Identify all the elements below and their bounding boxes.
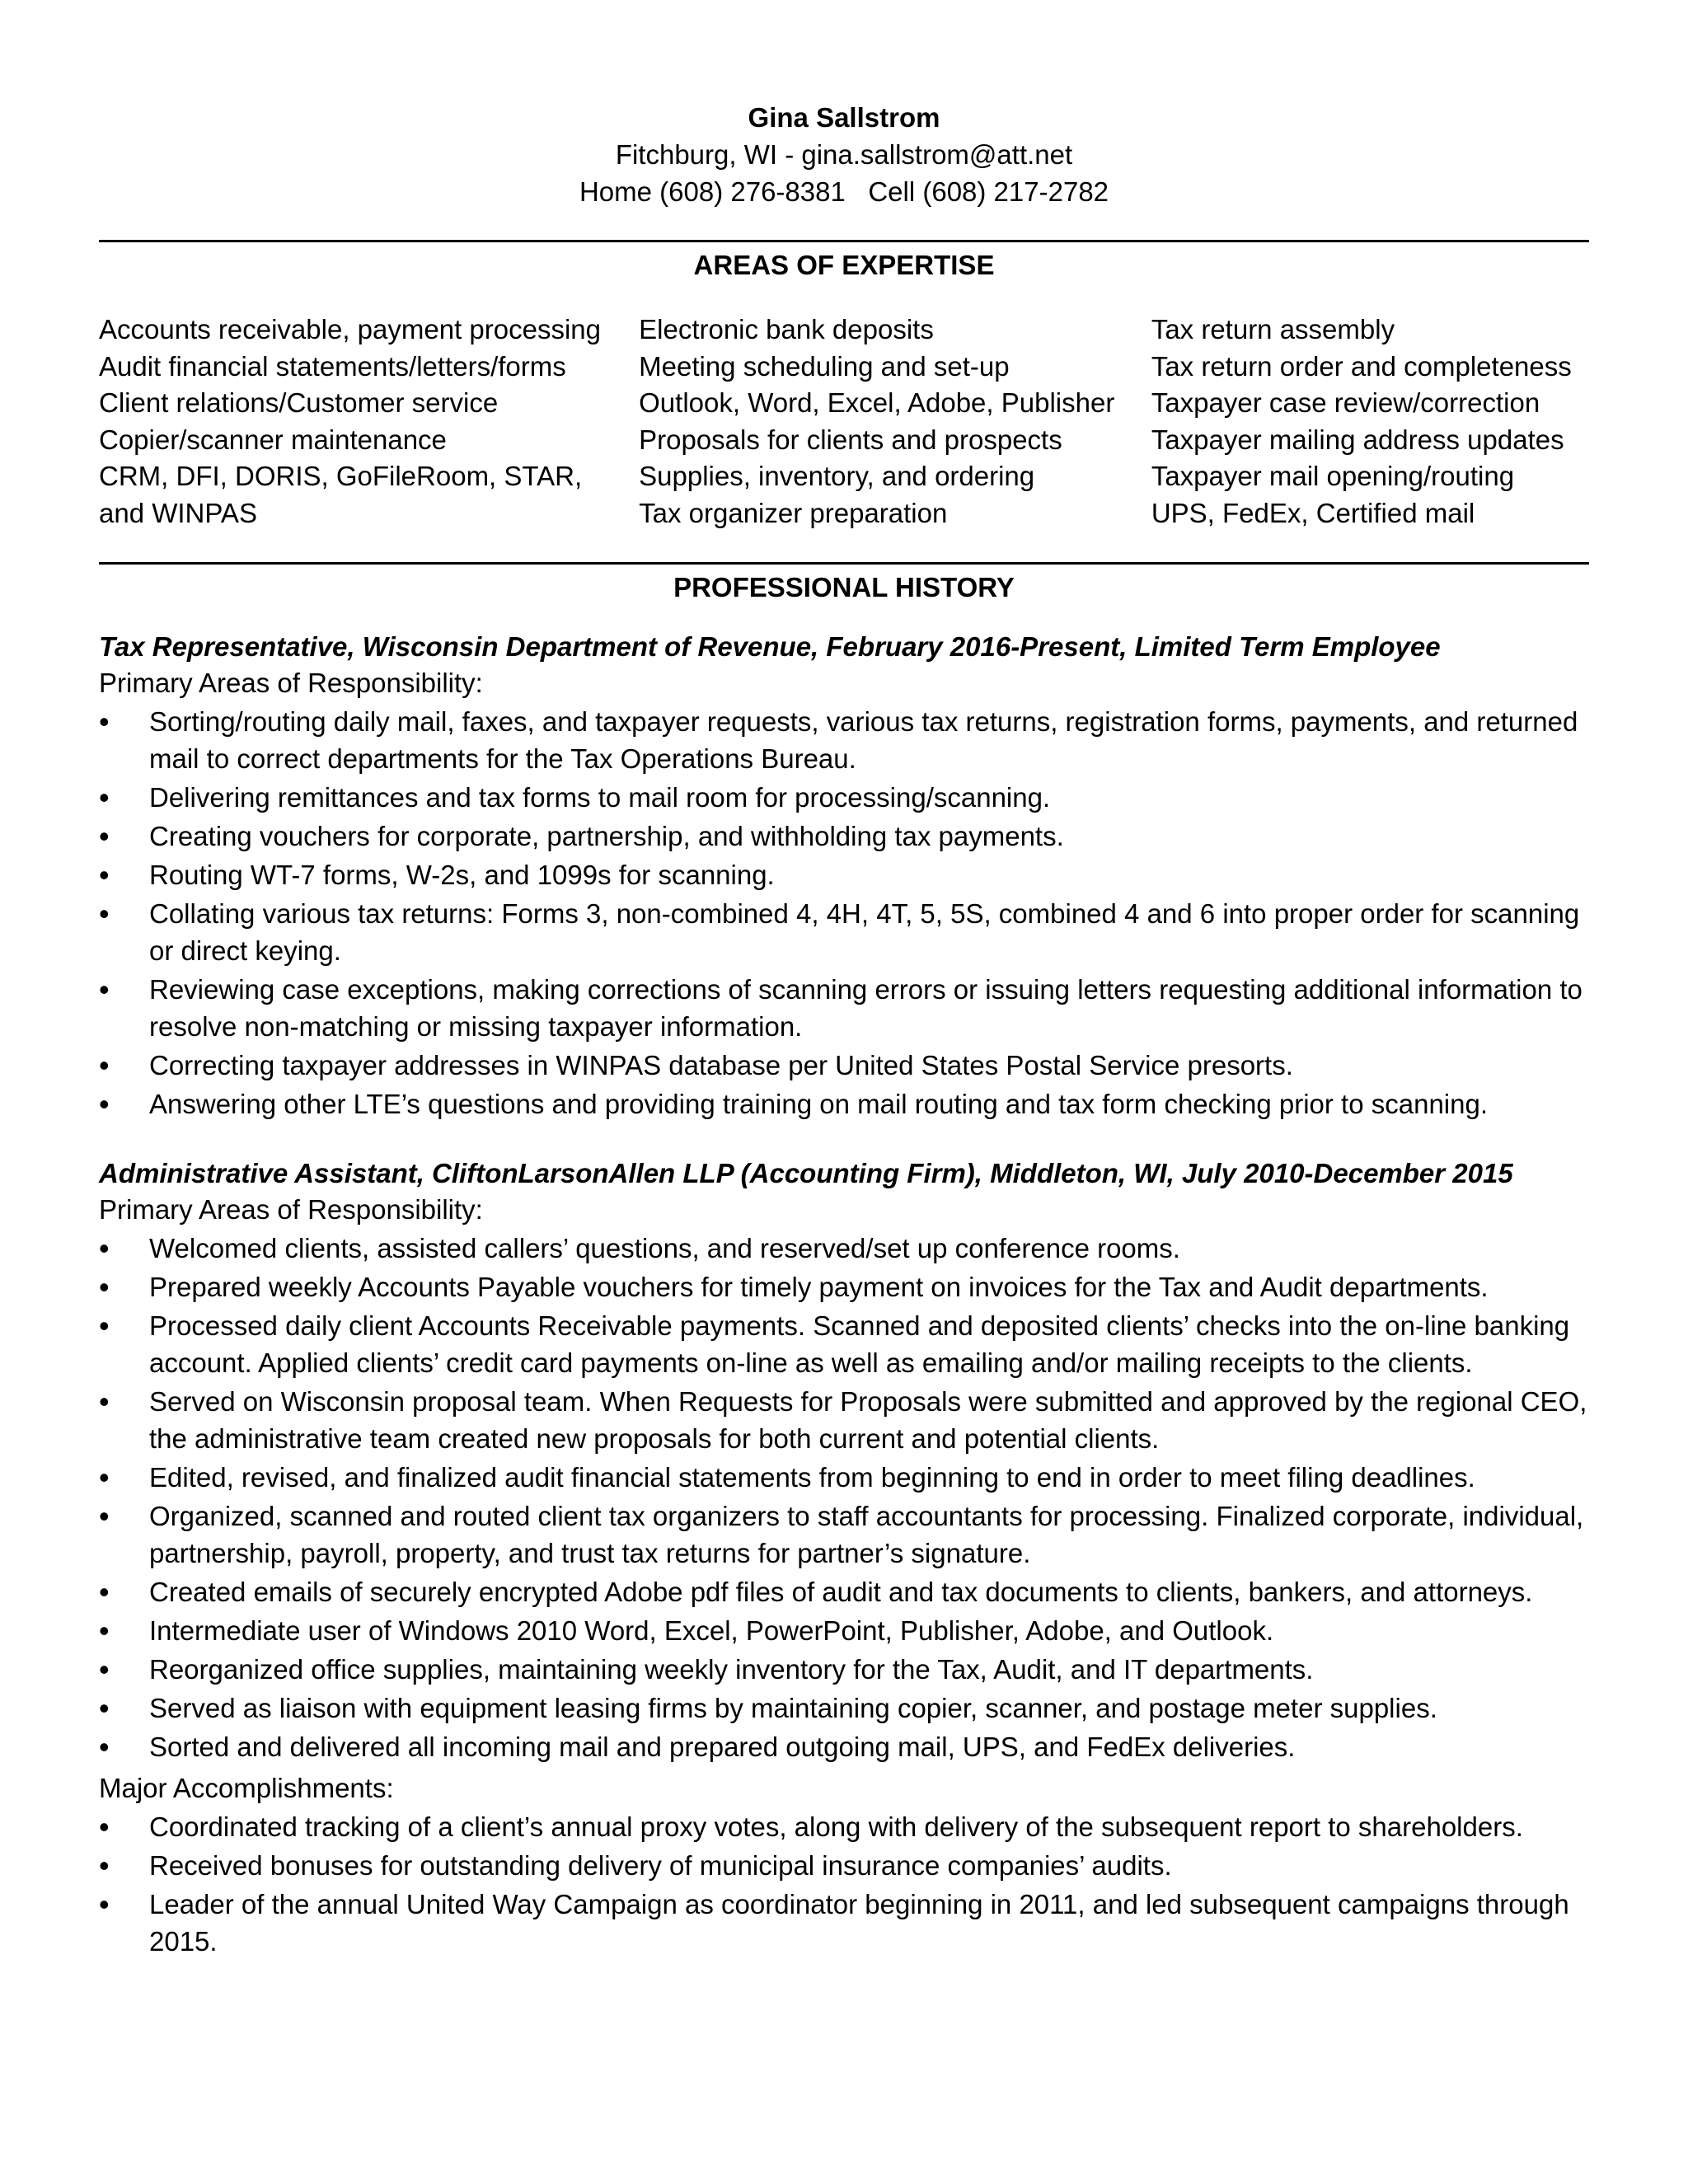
list-item: • Collating various tax returns: Forms 3, non-combined 4, 4H, 4T, 5, 5S, combined 4 and 6 into proper order for scanning or direct keying. — [99, 895, 1589, 969]
list-item: • Delivering remittances and tax forms to mail room for processing/scanning. — [99, 779, 1589, 816]
responsibilities-list — [99, 1230, 1589, 1765]
expertise-item: Accounts receivable, payment processing — [99, 314, 601, 344]
list-item: • Coordinated tracking of a client’s annual proxy votes, along with delivery of the subsequent report to shareholders. — [99, 1808, 1589, 1845]
phone-numbers: Home (608) 276-8381 Cell (608) 217-2782 — [579, 176, 1109, 207]
expertise-item: Meeting scheduling and set-up — [639, 350, 1010, 382]
list-item: • Edited, revised, and finalized audit financial statements from beginning to end in order to meet filing deadlines. — [99, 1459, 1589, 1496]
expertise-item: Outlook, Word, Excel, Adobe, Publisher — [639, 387, 1115, 419]
expertise-column-2 — [639, 312, 1151, 532]
list-item: • Welcomed clients, assisted callers’ questions, and reserved/set up conference rooms. — [99, 1230, 1589, 1267]
list-item: • Correcting taxpayer addresses in WINPAS database per United States Postal Service presorts. — [99, 1047, 1589, 1084]
list-item: • Intermediate user of Windows 2010 Word, Excel, PowerPoint, Publisher, Adobe, and Outlook. — [99, 1612, 1589, 1649]
expertise-item: Client relations/Customer service — [99, 387, 499, 419]
list-item: • Served as liaison with equipment leasing firms by maintaining copier, scanner, and postage meter supplies. — [99, 1690, 1589, 1727]
expertise-item: Tax return order and completeness — [1151, 350, 1572, 382]
list-item: • Creating vouchers for corporate, partnership, and withholding tax payments. — [99, 818, 1589, 855]
responsibilities-list — [99, 703, 1589, 1122]
job-title: Administrative Assistant, CliftonLarsonAllen LLP (Accounting Firm), Middleton, WI, July 2010-December 2015 — [99, 1157, 1513, 1188]
section-title-history: PROFESSIONAL HISTORY — [673, 571, 1015, 602]
expertise-column-3 — [1151, 312, 1589, 532]
expertise-item: Taxpayer mail opening/routing — [1151, 461, 1515, 492]
accomplishments-label: Major Accomplishments: — [99, 1772, 394, 1803]
responsibilities-label: Primary Areas of Responsibility: — [99, 1193, 483, 1225]
resume-page — [99, 99, 1589, 1960]
list-item: • Sorted and delivered all incoming mail and prepared outgoing mail, UPS, and FedEx deliveries. — [99, 1728, 1589, 1765]
list-item: • Created emails of securely encrypted Adobe pdf files of audit and tax documents to clients, bankers, and attorneys. — [99, 1573, 1589, 1610]
divider — [99, 240, 1589, 242]
expertise-item: Taxpayer case review/correction — [1151, 387, 1540, 419]
list-item: • Received bonuses for outstanding delivery of municipal insurance companies’ audits. — [99, 1847, 1589, 1884]
expertise-item: Taxpayer mailing address updates — [1151, 424, 1564, 455]
list-item: • Processed daily client Accounts Receivable payments. Scanned and deposited clients’ checks into the on-line banking account. Applied clients’ credit card payments on-line as well as emailing and/or mailing receipts to the clients. — [99, 1307, 1589, 1381]
section-title-expertise: AREAS OF EXPERTISE — [693, 250, 995, 280]
list-item: • Reorganized office supplies, maintaining weekly inventory for the Tax, Audit, and IT departments. — [99, 1651, 1589, 1688]
list-item: • Sorting/routing daily mail, faxes, and taxpayer requests, various tax returns, registration forms, payments, and returned mail to correct departments for the Tax Operations Bureau. — [99, 703, 1589, 777]
candidate-name: Gina Sallstrom — [748, 102, 940, 133]
divider — [99, 562, 1589, 565]
expertise-item: CRM, DFI, DORIS, GoFileRoom, STAR, and WINPAS — [99, 461, 583, 528]
resume-header — [99, 99, 1589, 210]
list-item: • Organized, scanned and routed client tax organizers to staff accountants for processing. Finalized corporate, individual, partnership, payroll, property, and trust tax returns for partner’s signature. — [99, 1497, 1589, 1572]
expertise-item: Copier/scanner maintenance — [99, 424, 447, 455]
expertise-item: Proposals for clients and prospects — [639, 424, 1062, 455]
list-item: • Routing WT-7 forms, W-2s, and 1099s for scanning. — [99, 856, 1589, 893]
list-item: • Prepared weekly Accounts Payable vouchers for timely payment on invoices for the Tax and Audit departments. — [99, 1268, 1589, 1305]
expertise-item: Electronic bank deposits — [639, 314, 934, 344]
location-email: Fitchburg, WI - gina.sallstrom@att.net — [615, 139, 1073, 170]
expertise-item: UPS, FedEx, Certified mail — [1151, 497, 1475, 528]
expertise-columns — [99, 312, 1589, 532]
expertise-column-1 — [99, 312, 639, 532]
list-item: • Served on Wisconsin proposal team. When Requests for Proposals were submitted and approved by the regional CEO, the administrative team created new proposals for both current and potential clients. — [99, 1383, 1589, 1457]
list-item: • Answering other LTE’s questions and providing training on mail routing and tax form checking prior to scanning. — [99, 1085, 1589, 1122]
expertise-item: Audit financial statements/letters/forms — [99, 350, 566, 382]
list-item: • Leader of the annual United Way Campaign as coordinator beginning in 2011, and led subsequent campaigns through 2015. — [99, 1886, 1589, 1960]
list-item: • Reviewing case exceptions, making corrections of scanning errors or issuing letters requesting additional information to resolve non-matching or missing taxpayer information. — [99, 971, 1589, 1045]
expertise-item: Tax organizer preparation — [639, 497, 948, 528]
job-title: Tax Representative, Wisconsin Department of Revenue, February 2016-Present, Limited Term Employee — [99, 630, 1441, 662]
accomplishments-list — [99, 1808, 1589, 1960]
expertise-item: Tax return assembly — [1151, 314, 1395, 344]
responsibilities-label: Primary Areas of Responsibility: — [99, 667, 483, 698]
expertise-item: Supplies, inventory, and ordering — [639, 461, 1035, 492]
